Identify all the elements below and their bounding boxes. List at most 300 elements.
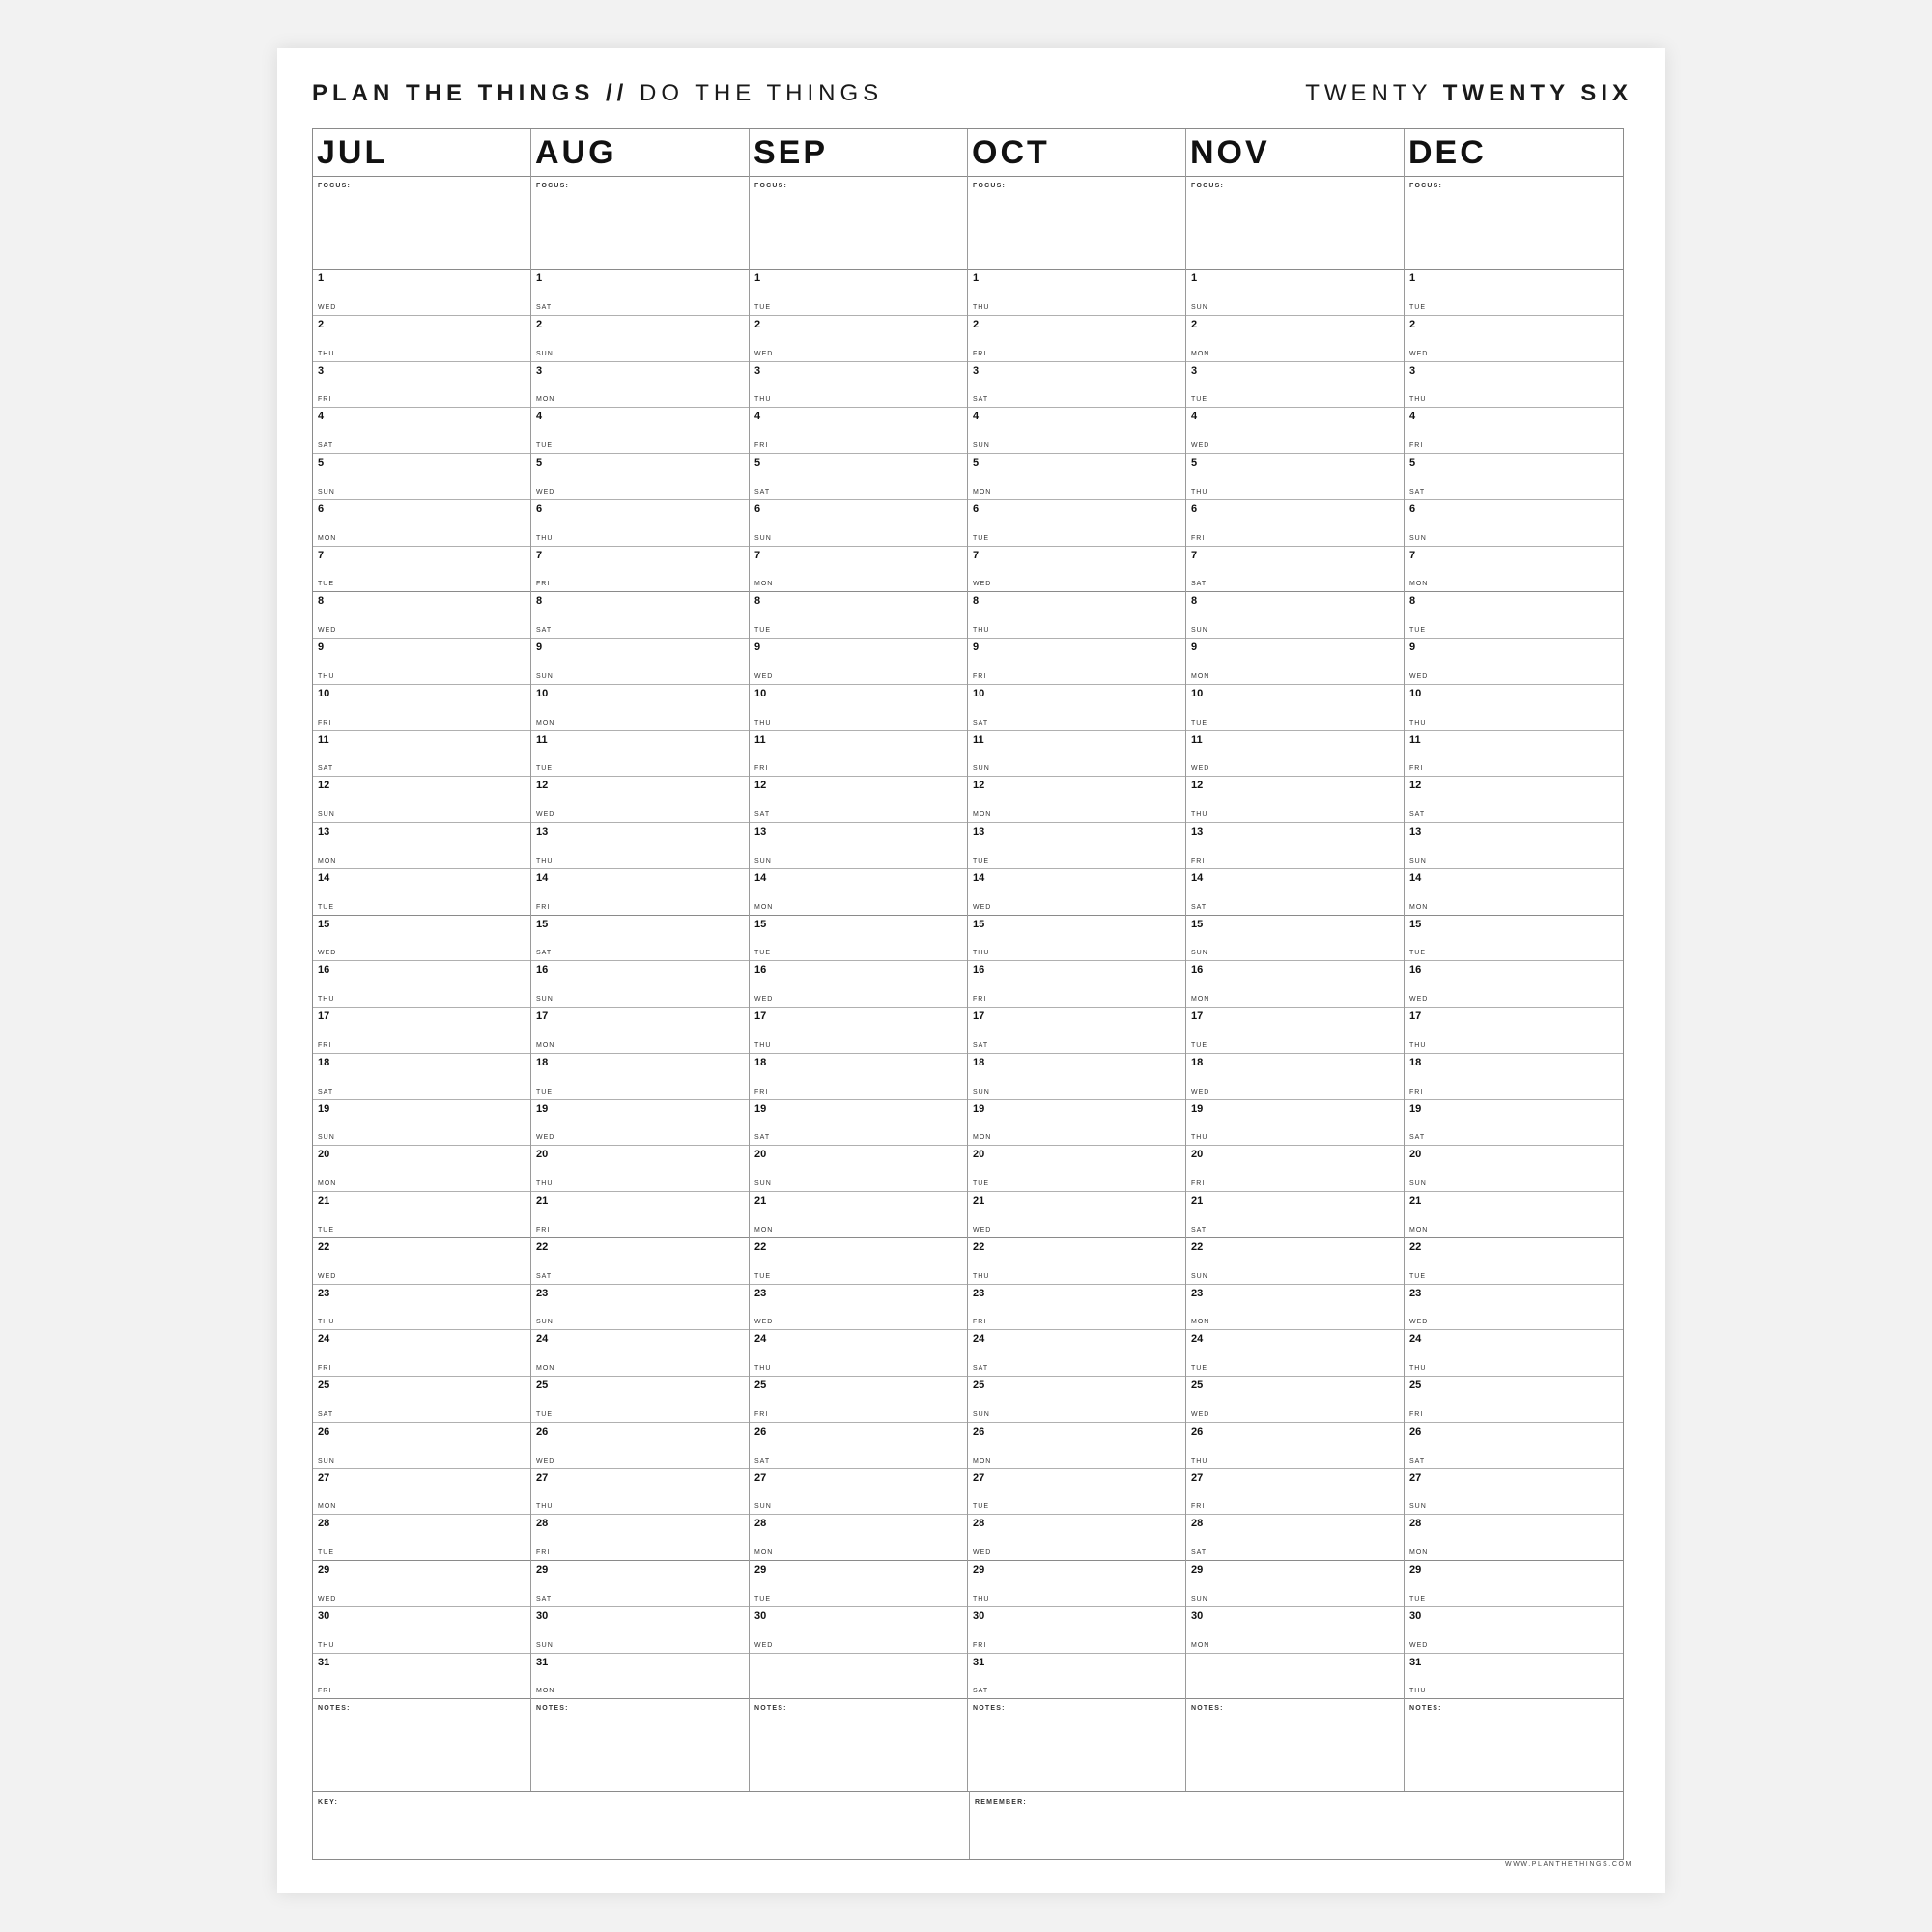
day-number: 19 [318, 1102, 330, 1115]
day-cell[interactable] [750, 684, 967, 730]
day-cell[interactable] [1186, 591, 1404, 638]
day-cell[interactable] [1186, 1514, 1404, 1560]
day-cell[interactable] [531, 1053, 749, 1099]
weekday-label: WED [536, 1134, 555, 1142]
weekday-label: WED [318, 1272, 337, 1280]
day-cell[interactable] [313, 1053, 530, 1099]
day-cell[interactable] [1186, 822, 1404, 868]
weekday-label: FRI [973, 672, 987, 680]
day-number: 26 [1191, 1425, 1204, 1437]
day-cell[interactable] [1405, 1053, 1623, 1099]
planner-year [1305, 79, 1633, 108]
day-cell[interactable] [750, 1329, 967, 1376]
day-number: 9 [973, 641, 980, 653]
day-cell[interactable] [313, 822, 530, 868]
day-cell[interactable] [750, 1284, 967, 1330]
day-cell[interactable] [968, 1422, 1185, 1468]
weekday-label: FRI [1191, 1503, 1206, 1511]
day-cell[interactable] [750, 776, 967, 822]
day-number: 16 [1409, 964, 1422, 977]
day-cell[interactable] [531, 684, 749, 730]
day-number: 25 [973, 1379, 985, 1391]
day-cell[interactable] [1405, 453, 1623, 499]
weekday-label: THU [754, 719, 772, 726]
day-cell[interactable] [750, 269, 967, 315]
day-cell[interactable] [968, 407, 1185, 453]
day-number: 16 [536, 964, 549, 977]
day-cell[interactable] [1405, 730, 1623, 777]
day-cell[interactable] [1405, 1422, 1623, 1468]
day-number: 4 [1409, 411, 1416, 423]
day-cell[interactable] [968, 1560, 1185, 1606]
weekday-label: MON [1191, 672, 1210, 680]
weekday-label: FRI [1191, 857, 1206, 865]
day-number: 23 [536, 1287, 549, 1299]
day-cell[interactable] [750, 1191, 967, 1237]
focus-label: FOCUS: [536, 183, 570, 189]
day-cell[interactable] [1186, 730, 1404, 777]
day-cell[interactable] [1186, 868, 1404, 915]
weekday-label: SAT [1409, 1134, 1426, 1142]
day-cell[interactable] [313, 591, 530, 638]
day-cell[interactable] [1405, 499, 1623, 546]
day-number: 10 [536, 687, 549, 699]
day-cell[interactable] [968, 499, 1185, 546]
day-cell[interactable] [1405, 1145, 1623, 1191]
day-cell[interactable] [1405, 915, 1623, 961]
day-cell[interactable] [1405, 1468, 1623, 1515]
day-cell[interactable] [313, 1422, 530, 1468]
day-cell[interactable] [313, 868, 530, 915]
day-number: 5 [973, 457, 980, 469]
day-number: 30 [754, 1609, 767, 1622]
day-cell[interactable] [531, 915, 749, 961]
day-number: 9 [1191, 641, 1198, 653]
key-box[interactable] [313, 1791, 970, 1859]
focus-label: FOCUS: [1191, 183, 1225, 189]
day-cell[interactable] [531, 269, 749, 315]
day-cell[interactable] [750, 1237, 967, 1284]
day-cell[interactable] [1405, 1191, 1623, 1237]
focus-label: FOCUS: [1409, 183, 1443, 189]
day-cell[interactable] [1405, 1560, 1623, 1606]
day-cell[interactable] [968, 684, 1185, 730]
day-cell[interactable] [1405, 776, 1623, 822]
day-cell[interactable] [750, 1606, 967, 1653]
day-number: 2 [1191, 318, 1198, 330]
day-number: 18 [754, 1056, 767, 1068]
day-cell[interactable] [750, 591, 967, 638]
day-number: 11 [1409, 733, 1421, 746]
weekday-label: WED [1191, 442, 1210, 449]
day-cell[interactable] [1186, 407, 1404, 453]
day-cell[interactable] [1405, 1376, 1623, 1422]
day-cell[interactable] [1186, 684, 1404, 730]
day-cell[interactable] [1405, 684, 1623, 730]
day-cell[interactable] [531, 453, 749, 499]
day-cell[interactable] [313, 315, 530, 361]
day-cell[interactable] [531, 591, 749, 638]
day-cell[interactable] [750, 1007, 967, 1053]
day-cell[interactable] [531, 1514, 749, 1560]
day-cell[interactable] [968, 1007, 1185, 1053]
day-cell[interactable] [531, 1653, 749, 1699]
weekday-label: FRI [318, 396, 332, 404]
day-number: 7 [754, 549, 761, 561]
day-cell[interactable] [531, 1145, 749, 1191]
weekday-label: SAT [1191, 581, 1208, 588]
day-cell[interactable] [968, 361, 1185, 408]
weekday-label: SUN [973, 1088, 990, 1095]
weekday-label: SUN [1191, 1595, 1208, 1603]
day-cell[interactable] [750, 1422, 967, 1468]
day-cell[interactable] [1405, 638, 1623, 684]
planner-tagline [312, 79, 883, 108]
day-divider [750, 1653, 967, 1654]
day-cell[interactable] [750, 915, 967, 961]
day-number: 5 [1409, 457, 1416, 469]
day-cell[interactable] [531, 1099, 749, 1146]
day-cell[interactable] [531, 1284, 749, 1330]
remember-box[interactable] [970, 1791, 1625, 1859]
day-cell[interactable] [313, 638, 530, 684]
day-cell[interactable] [968, 960, 1185, 1007]
day-cell[interactable] [968, 546, 1185, 592]
day-cell[interactable] [1186, 1007, 1404, 1053]
weekday-label: TUE [754, 627, 771, 634]
day-cell[interactable] [1405, 1606, 1623, 1653]
day-cell[interactable] [1405, 591, 1623, 638]
day-cell[interactable] [1405, 1007, 1623, 1053]
day-number: 23 [1409, 1287, 1422, 1299]
day-cell[interactable] [968, 1606, 1185, 1653]
day-number: 17 [754, 1010, 767, 1022]
weekday-label: MON [1409, 1549, 1429, 1556]
day-cell[interactable] [313, 1145, 530, 1191]
weekday-label: TUE [973, 857, 989, 865]
day-number: 18 [1409, 1056, 1422, 1068]
day-number: 23 [754, 1287, 767, 1299]
day-number: 17 [318, 1010, 330, 1022]
day-cell[interactable] [313, 776, 530, 822]
day-number: 8 [536, 595, 543, 608]
day-cell[interactable] [750, 822, 967, 868]
weekday-label: TUE [973, 1503, 989, 1511]
day-cell[interactable] [531, 1329, 749, 1376]
day-cell[interactable] [1405, 407, 1623, 453]
day-cell[interactable] [531, 822, 749, 868]
day-number: 9 [536, 641, 543, 653]
weekday-label: FRI [318, 1688, 332, 1695]
day-cell[interactable] [750, 730, 967, 777]
day-cell[interactable] [531, 407, 749, 453]
day-cell[interactable] [1186, 1606, 1404, 1653]
day-cell[interactable] [313, 407, 530, 453]
day-cell[interactable] [750, 407, 967, 453]
day-cell[interactable] [968, 1145, 1185, 1191]
day-cell[interactable] [1186, 1053, 1404, 1099]
day-divider [1186, 1653, 1404, 1654]
day-cell[interactable] [1405, 1237, 1623, 1284]
day-number: 20 [318, 1149, 330, 1161]
day-cell[interactable] [531, 638, 749, 684]
day-number: 11 [973, 733, 984, 746]
weekday-label: TUE [536, 765, 553, 773]
day-cell[interactable] [968, 1053, 1185, 1099]
weekday-label: MON [1191, 350, 1210, 357]
day-number: 12 [1191, 780, 1204, 792]
day-cell[interactable] [313, 1468, 530, 1515]
day-cell[interactable] [968, 315, 1185, 361]
day-number: 19 [536, 1102, 549, 1115]
weekday-label: TUE [318, 1226, 334, 1234]
day-cell[interactable] [1405, 361, 1623, 408]
day-cell[interactable] [750, 1376, 967, 1422]
day-number: 5 [536, 457, 543, 469]
weekday-label: FRI [973, 1319, 987, 1326]
day-cell[interactable] [1405, 269, 1623, 315]
day-cell[interactable] [313, 1329, 530, 1376]
day-number: 27 [973, 1471, 985, 1484]
day-cell[interactable] [313, 1237, 530, 1284]
day-cell[interactable] [1405, 1514, 1623, 1560]
day-cell[interactable] [1405, 1329, 1623, 1376]
weekday-label: WED [1409, 996, 1429, 1003]
day-cell[interactable] [313, 269, 530, 315]
day-cell[interactable] [1405, 1653, 1623, 1699]
day-cell[interactable] [1186, 1468, 1404, 1515]
day-cell[interactable] [1405, 546, 1623, 592]
day-cell[interactable] [531, 1560, 749, 1606]
weekday-label: SUN [754, 1503, 772, 1511]
day-cell[interactable] [968, 1468, 1185, 1515]
day-cell[interactable] [968, 638, 1185, 684]
day-cell[interactable] [1405, 1099, 1623, 1146]
day-cell[interactable] [1186, 1145, 1404, 1191]
day-number: 19 [1409, 1102, 1422, 1115]
day-cell[interactable] [750, 499, 967, 546]
day-cell[interactable] [1405, 315, 1623, 361]
day-number: 8 [754, 595, 761, 608]
day-cell[interactable] [1186, 1376, 1404, 1422]
day-cell[interactable] [1186, 269, 1404, 315]
weekday-label: FRI [754, 1410, 769, 1418]
day-cell[interactable] [750, 960, 967, 1007]
day-cell[interactable] [968, 1191, 1185, 1237]
day-cell[interactable] [968, 1237, 1185, 1284]
day-cell[interactable] [968, 453, 1185, 499]
day-number: 6 [1409, 502, 1416, 515]
day-cell[interactable] [313, 1284, 530, 1330]
day-cell[interactable] [531, 1237, 749, 1284]
day-cell[interactable] [313, 960, 530, 1007]
day-cell[interactable] [1186, 546, 1404, 592]
day-cell[interactable] [750, 1468, 967, 1515]
tagline-regular: DO THE THINGS [639, 80, 884, 106]
day-cell[interactable] [968, 776, 1185, 822]
weekday-label: THU [318, 1319, 335, 1326]
weekday-label: WED [536, 811, 555, 818]
day-cell[interactable] [1186, 1560, 1404, 1606]
day-cell[interactable] [313, 453, 530, 499]
day-cell[interactable] [1186, 1422, 1404, 1468]
day-cell[interactable] [1405, 960, 1623, 1007]
day-number: 27 [536, 1471, 549, 1484]
day-cell[interactable] [1186, 453, 1404, 499]
notes-label: NOTES: [536, 1705, 569, 1713]
day-cell[interactable] [531, 868, 749, 915]
day-cell[interactable] [1186, 776, 1404, 822]
weekday-label: FRI [973, 1641, 987, 1649]
day-cell[interactable] [968, 269, 1185, 315]
day-cell[interactable] [313, 546, 530, 592]
day-number: 3 [318, 364, 325, 377]
day-cell[interactable] [313, 1099, 530, 1146]
day-cell[interactable] [1186, 960, 1404, 1007]
day-number: 6 [754, 502, 761, 515]
day-cell[interactable] [531, 315, 749, 361]
day-cell[interactable] [313, 1191, 530, 1237]
day-cell[interactable] [750, 453, 967, 499]
weekday-label: MON [1409, 581, 1429, 588]
day-cell[interactable] [1186, 1099, 1404, 1146]
day-cell[interactable] [968, 822, 1185, 868]
day-cell[interactable] [968, 1653, 1185, 1699]
day-number: 31 [973, 1656, 985, 1668]
weekday-label: TUE [318, 903, 334, 911]
day-cell[interactable] [968, 1099, 1185, 1146]
day-cell[interactable] [750, 315, 967, 361]
day-number: 25 [1191, 1379, 1204, 1391]
day-number: 28 [318, 1518, 330, 1530]
day-cell[interactable] [1186, 638, 1404, 684]
footer-url: WWW.PLANTHETHINGS.COM [1505, 1861, 1633, 1868]
day-cell[interactable] [750, 546, 967, 592]
day-cell[interactable] [531, 1007, 749, 1053]
day-cell[interactable] [750, 868, 967, 915]
day-number: 30 [536, 1609, 549, 1622]
day-cell[interactable] [1186, 1237, 1404, 1284]
day-cell[interactable] [1186, 499, 1404, 546]
weekday-label: SAT [536, 627, 553, 634]
day-cell[interactable] [531, 1468, 749, 1515]
weekday-label: FRI [1409, 1088, 1424, 1095]
day-cell[interactable] [750, 638, 967, 684]
day-cell[interactable] [313, 1653, 530, 1699]
day-number: 19 [754, 1102, 767, 1115]
day-cell[interactable] [531, 776, 749, 822]
day-number: 16 [754, 964, 767, 977]
day-cell[interactable] [313, 915, 530, 961]
day-cell[interactable] [313, 1560, 530, 1606]
day-cell[interactable] [313, 1606, 530, 1653]
day-number: 29 [536, 1564, 549, 1576]
day-cell[interactable] [531, 960, 749, 1007]
day-cell[interactable] [968, 868, 1185, 915]
day-number: 27 [1191, 1471, 1204, 1484]
day-number: 7 [318, 549, 325, 561]
day-cell[interactable] [1186, 915, 1404, 961]
day-cell[interactable] [750, 1560, 967, 1606]
day-cell[interactable] [1186, 1191, 1404, 1237]
weekday-label: SUN [1191, 627, 1208, 634]
day-cell[interactable] [1186, 1284, 1404, 1330]
weekday-label: SUN [536, 1641, 554, 1649]
weekday-label: SUN [318, 488, 335, 496]
remember-label: REMEMBER: [975, 1799, 1027, 1806]
month-name: JUL [317, 134, 388, 171]
day-number: 18 [1191, 1056, 1204, 1068]
day-number: 9 [1409, 641, 1416, 653]
day-number: 23 [1191, 1287, 1204, 1299]
day-number: 20 [1409, 1149, 1422, 1161]
weekday-label: WED [1409, 1641, 1429, 1649]
weekday-label: TUE [754, 303, 771, 311]
day-cell[interactable] [968, 1376, 1185, 1422]
day-cell[interactable] [531, 730, 749, 777]
day-cell[interactable] [1405, 1284, 1623, 1330]
day-cell[interactable] [313, 1007, 530, 1053]
weekday-label: FRI [1409, 1410, 1424, 1418]
day-cell[interactable] [313, 1376, 530, 1422]
day-cell[interactable] [531, 1422, 749, 1468]
day-cell[interactable] [750, 1514, 967, 1560]
day-cell[interactable] [531, 1191, 749, 1237]
day-cell[interactable] [750, 1099, 967, 1146]
day-number: 26 [1409, 1425, 1422, 1437]
day-cell[interactable] [968, 1284, 1185, 1330]
weekday-label: MON [536, 396, 555, 404]
weekday-label: WED [1191, 1088, 1210, 1095]
day-cell[interactable] [531, 499, 749, 546]
day-cell[interactable] [313, 684, 530, 730]
day-cell[interactable] [313, 730, 530, 777]
day-cell[interactable] [1186, 1329, 1404, 1376]
day-cell[interactable] [313, 499, 530, 546]
day-cell[interactable] [1186, 315, 1404, 361]
day-cell[interactable] [531, 1606, 749, 1653]
day-cell[interactable] [531, 546, 749, 592]
day-cell[interactable] [1405, 868, 1623, 915]
day-cell[interactable] [1186, 361, 1404, 408]
day-cell[interactable] [968, 730, 1185, 777]
day-cell[interactable] [968, 591, 1185, 638]
day-cell[interactable] [750, 361, 967, 408]
day-cell[interactable] [531, 361, 749, 408]
day-number: 23 [318, 1287, 330, 1299]
day-cell[interactable] [313, 1514, 530, 1560]
day-number: 6 [536, 502, 543, 515]
weekday-label: TUE [1191, 719, 1208, 726]
day-number: 24 [973, 1333, 985, 1346]
weekday-label: FRI [1191, 534, 1206, 542]
day-cell[interactable] [750, 1053, 967, 1099]
day-cell[interactable] [968, 915, 1185, 961]
day-cell[interactable] [968, 1514, 1185, 1560]
weekday-label: THU [973, 627, 990, 634]
day-number: 7 [1409, 549, 1416, 561]
day-cell[interactable] [531, 1376, 749, 1422]
day-cell[interactable] [313, 361, 530, 408]
month-name: NOV [1190, 134, 1270, 171]
day-cell[interactable] [750, 1145, 967, 1191]
weekday-label: SAT [754, 1457, 771, 1464]
day-cell[interactable] [1405, 822, 1623, 868]
day-cell[interactable] [968, 1329, 1185, 1376]
day-number: 3 [536, 364, 543, 377]
weekday-label: WED [973, 903, 992, 911]
weekday-label: TUE [754, 950, 771, 957]
